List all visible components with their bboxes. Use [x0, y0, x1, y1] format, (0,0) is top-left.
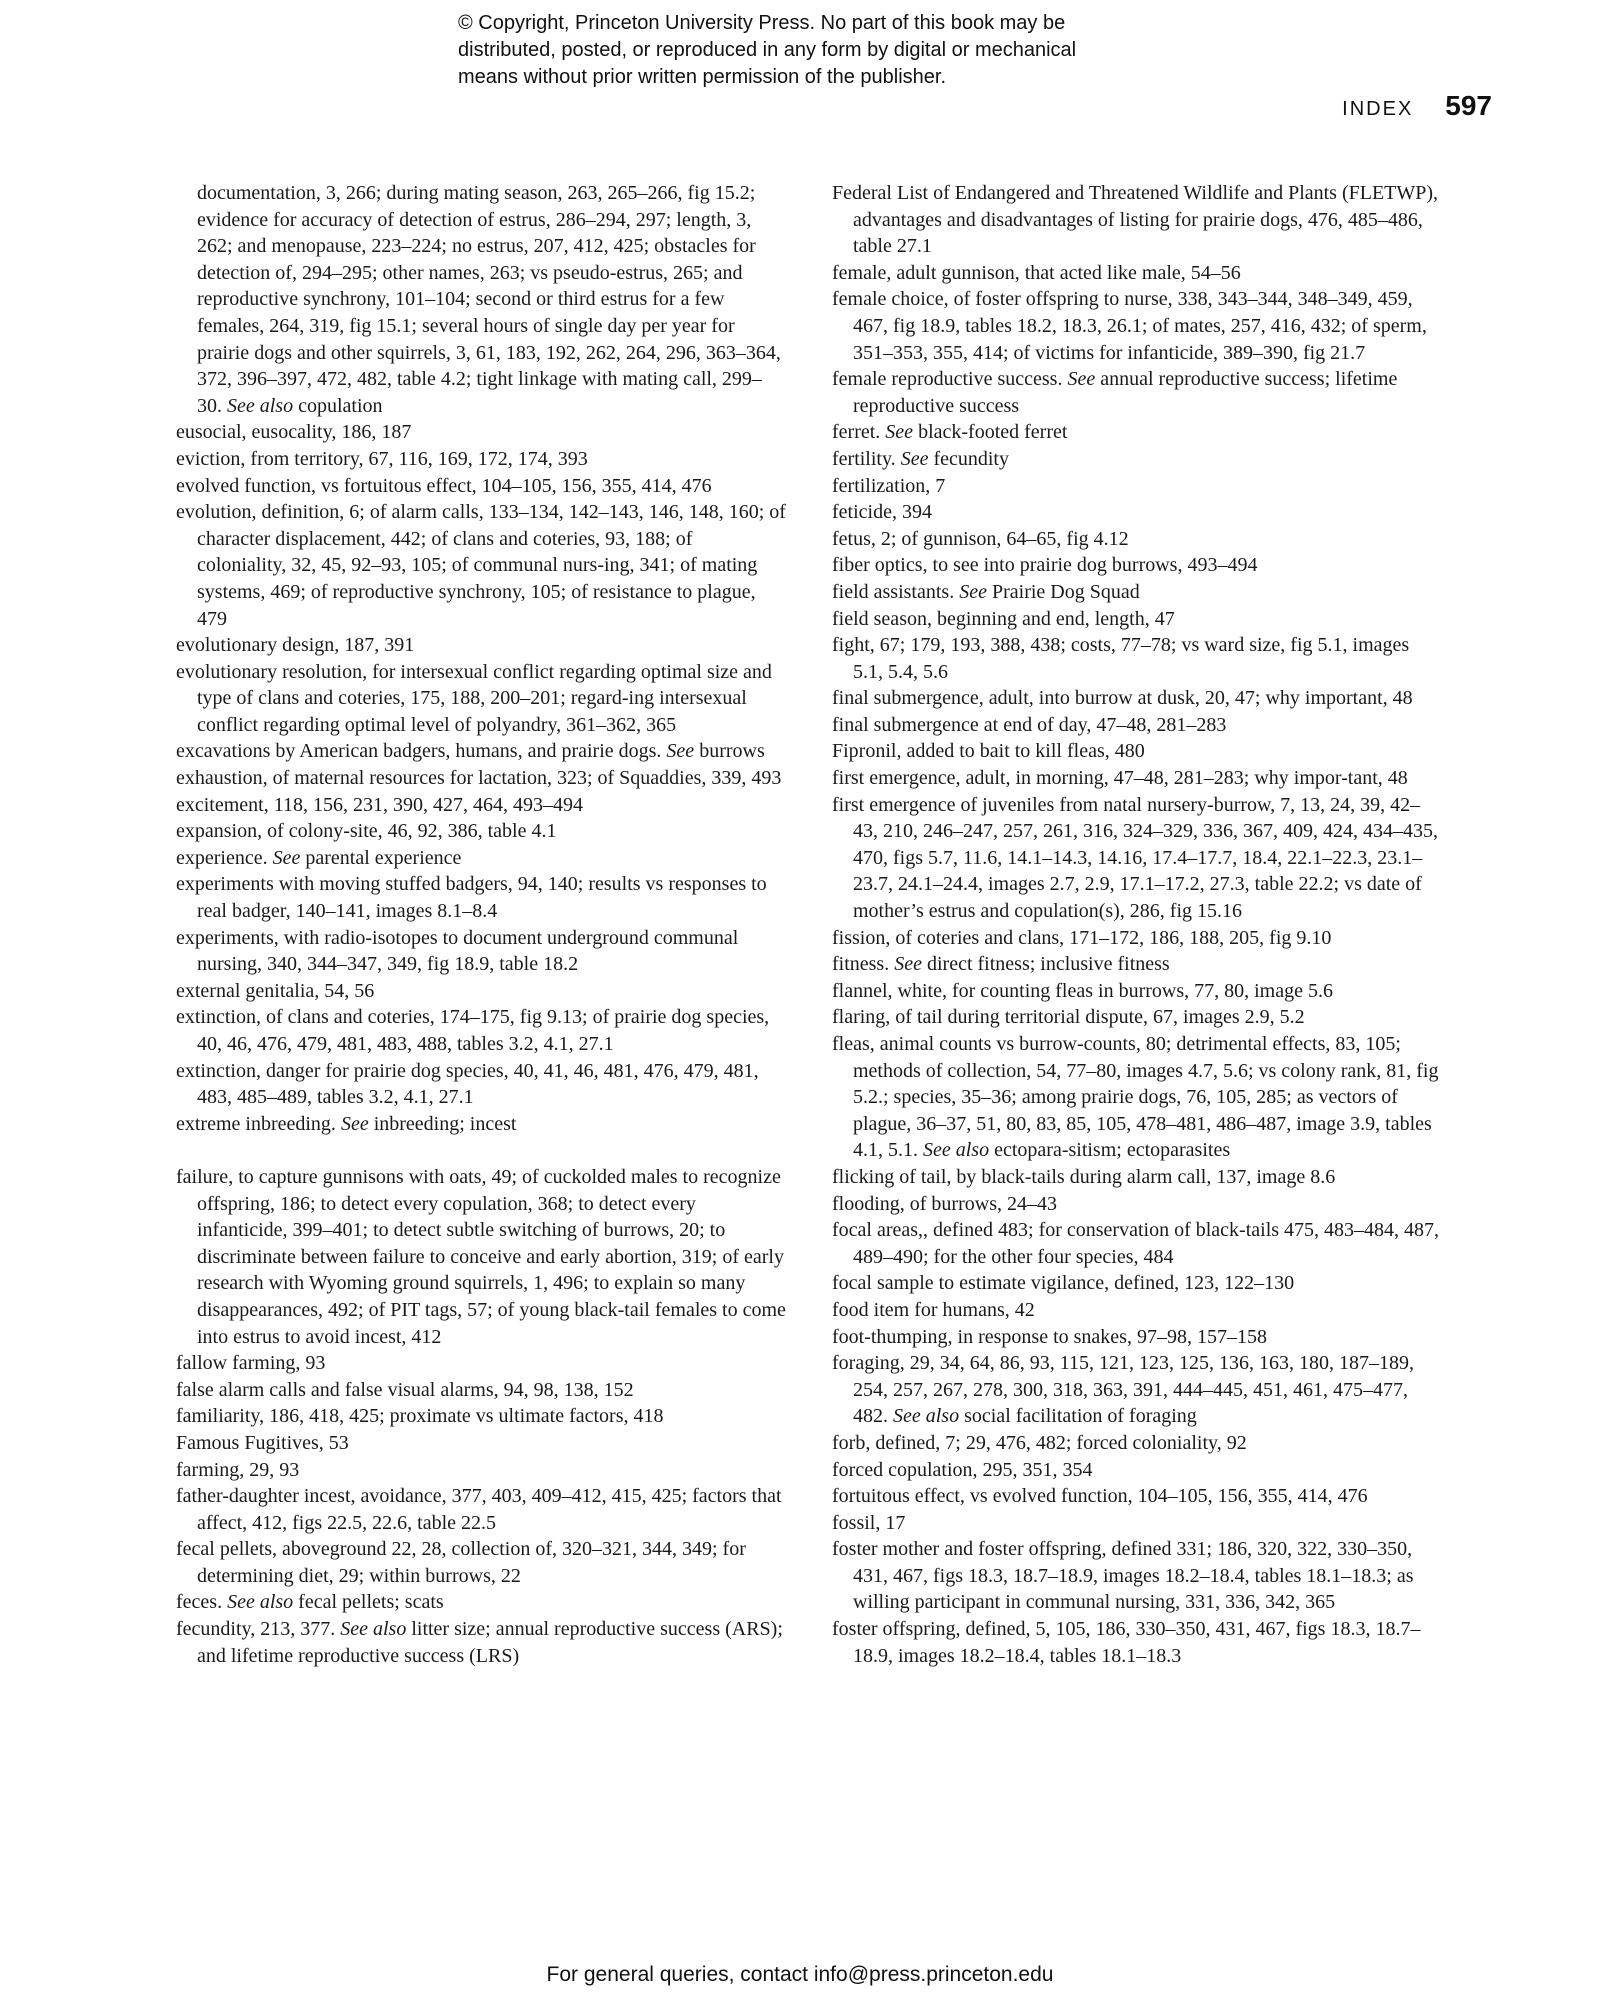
index-entry: evolution, definition, 6; of alarm calls, 133–134, 142–143, 146, 148, 160; of character displacement, 442; of clans and coteries, 93, 188; of coloniality, 32, 45, 92–93, 105; of communal nurs-ing, 341; of mating systems, 469; of reproductive synchrony, 105; of resistance to plague, 479: [176, 501, 786, 630]
index-entry: fossil, 17: [832, 1511, 906, 1534]
index-entry: fleas, animal counts vs burrow-counts, 80; detrimental effects, 83, 105; methods of collection, 54, 77–80, images 4.7, 5.6; vs colony rank, 81, fig 5.2.; species, 35–36; among prairie dogs, 76, 105, 285; as vectors of plague, 36–37, 51, 80, 83, 85, 105, 478–481, 486–487, image 3.9, tables 4.1, 5.1. See also ectopara-sitism; ectoparasites: [832, 1033, 1439, 1162]
index-entry: eviction, from territory, 67, 116, 169, 172, 174, 393: [176, 447, 588, 470]
footer-contact: For general queries, contact info@press.princeton.edu: [546, 1963, 1054, 1986]
index-entry: forb, defined, 7; 29, 476, 482; forced coloniality, 92: [832, 1431, 1247, 1454]
index-entry: failure, to capture gunnisons with oats, 49; of cuckolded males to recognize offspring, 186; to detect every copulation, 368; to detect every infanticide, 399–401; to detect subtle switching of burrows, 20; to discriminate between failure to conceive and early abortion, 319; of early research with Wyoming ground squirrels, 1, 496; to explain so many disappearances, 492; of PIT tags, 57; of young black-tail females to come into estrus to avoid incest, 412: [176, 1165, 786, 1348]
index-entry: foraging, 29, 34, 64, 86, 93, 115, 121, 123, 125, 136, 163, 180, 187–189, 254, 257, 267, 278, 300, 318, 363, 391, 444–445, 451, 461, 475–477, 482. See also social facilitation of foraging: [832, 1352, 1415, 1428]
index-entry: feticide, 394: [832, 501, 932, 524]
index-entry: female choice, of foster offspring to nurse, 338, 343–344, 348–349, 459, 467, fig 18.9, tables 18.2, 18.3, 26.1; of mates, 257, 416, 432; of sperm, 351–353, 355, 414; of victims for infanticide, 389–390, fig 21.7: [832, 288, 1427, 364]
copyright-notice: [458, 10, 1218, 91]
index-entry: food item for humans, 42: [832, 1298, 1035, 1321]
copyright-line: means without prior written permission of the publisher.: [458, 66, 947, 88]
index-entry: excavations by American badgers, humans, and prairie dogs. See burrows: [176, 740, 765, 763]
index-entry: fertilization, 7: [832, 474, 946, 497]
index-entry: field season, beginning and end, length, 47: [832, 607, 1175, 630]
index-entry: flooding, of burrows, 24–43: [832, 1192, 1057, 1215]
index-entry: foot-thumping, in response to snakes, 97–98, 157–158: [832, 1325, 1267, 1348]
index-entry: final submergence, adult, into burrow at dusk, 20, 47; why important, 48: [832, 687, 1413, 710]
index-entry: focal areas,, defined 483; for conservation of black-tails 475, 483–484, 487, 489–490; for the other four species, 484: [832, 1219, 1440, 1268]
index-entry: eusocial, eusocality, 186, 187: [176, 421, 412, 444]
index-entry: familiarity, 186, 418, 425; proximate vs ultimate factors, 418: [176, 1405, 664, 1428]
index-entry: Fipronil, added to bait to kill fleas, 480: [832, 740, 1145, 763]
index-column-right: [832, 180, 1444, 1669]
index-entry: fecal pellets, aboveground 22, 28, collection of, 320–321, 344, 349; for determining diet, 29; within burrows, 22: [176, 1538, 746, 1587]
index-entry: experiments with moving stuffed badgers, 94, 140; results vs responses to real badger, 140–141, images 8.1–8.4: [176, 873, 767, 923]
index-entry: female reproductive success. See annual reproductive success; lifetime reproductive success: [832, 368, 1398, 417]
index-entry: fight, 67; 179, 193, 388, 438; costs, 77–78; vs ward size, fig 5.1, images 5.1, 5.4, 5.6: [832, 634, 1410, 683]
index-entry: farming, 29, 93: [176, 1458, 300, 1481]
index-entry: fortuitous effect, vs evolved function, 104–105, 156, 355, 414, 476: [832, 1485, 1368, 1508]
index-column-left: [176, 180, 786, 1669]
section-label: INDEX: [1342, 98, 1414, 120]
index-entry: female, adult gunnison, that acted like male, 54–56: [832, 261, 1241, 284]
page-number: 597: [1445, 90, 1492, 121]
index-entry: experience. See parental experience: [176, 846, 462, 869]
index-entry: focal sample to estimate vigilance, defined, 123, 122–130: [832, 1272, 1295, 1295]
index-entry: fission, of coteries and clans, 171–172, 186, 188, 205, fig 9.10: [832, 926, 1332, 949]
index-entry: field assistants. See Prairie Dog Squad: [832, 580, 1140, 603]
index-entry: exhaustion, of maternal resources for lactation, 323; of Squaddies, 339, 493: [176, 767, 782, 790]
index-entry: flaring, of tail during territorial dispute, 67, images 2.9, 5.2: [832, 1006, 1305, 1029]
index-entry: extinction, danger for prairie dog species, 40, 41, 46, 481, 476, 479, 481, 483, 485–489, tables 3.2, 4.1, 27.1: [176, 1059, 759, 1109]
index-entry: external genitalia, 54, 56: [176, 979, 375, 1002]
index-entry: fallow farming, 93: [176, 1352, 326, 1375]
index-entry: final submergence at end of day, 47–48, 281–283: [832, 713, 1227, 736]
running-head: [1342, 90, 1492, 122]
index-entry: foster offspring, defined, 5, 105, 186, 330–350, 431, 467, figs 18.3, 18.7–18.9, images 18.2–18.4, tables 18.1–18.3: [832, 1618, 1421, 1667]
index-entry: documentation, 3, 266; during mating season, 263, 265–266, fig 15.2; evidence for accuracy of detection of estrus, 286–294, 297; length, 3, 262; and menopause, 223–224; no estrus, 207, 412, 425; obstacles for detection of, 294–295; other names, 263; vs pseudo-estrus, 265; and reproductive synchrony, 101–104; second or third estrus for a few females, 264, 319, fig 15.1; several hours of single day per year for prairie dogs and other squirrels, 3, 61, 183, 192, 262, 264, 296, 363–364, 372, 396–397, 472, 482, table 4.2; tight linkage with mating call, 299–30. See also copulation: [197, 182, 781, 417]
index-entry: fitness. See direct fitness; inclusive fitness: [832, 953, 1170, 976]
index-entry: extinction, of clans and coteries, 174–175, fig 9.13; of prairie dog species, 40, 46, 476, 479, 481, 483, 488, tables 3.2, 4.1, 27.1: [176, 1006, 770, 1055]
index-entry: Famous Fugitives, 53: [176, 1431, 349, 1454]
index-entry: foster mother and foster offspring, defined 331; 186, 320, 322, 330–350, 431, 467, figs 18.3, 18.7–18.9, images 18.2–18.4, tables 18.1–18.3; as willing participant in communal nursing, 331, 336, 342, 365: [832, 1538, 1414, 1614]
index-entry: feces. See also fecal pellets; scats: [176, 1591, 444, 1614]
index-entry: flicking of tail, by black-tails during alarm call, 137, image 8.6: [832, 1165, 1336, 1188]
index-entry: father-daughter incest, avoidance, 377, 403, 409–412, 415, 425; factors that affect, 412, figs 22.5, 22.6, table 22.5: [176, 1485, 782, 1534]
index-entry: excitement, 118, 156, 231, 390, 427, 464, 493–494: [176, 793, 583, 816]
index-entry: Federal List of Endangered and Threatened Wildlife and Plants (FLETWP), advantages and disadvantages of listing for prairie dogs, 476, 485–486, table 27.1: [832, 182, 1439, 258]
index-entry: flannel, white, for counting fleas in burrows, 77, 80, image 5.6: [832, 979, 1333, 1002]
index-entry: first emergence, adult, in morning, 47–48, 281–283; why impor-tant, 48: [832, 767, 1408, 790]
index-entry: evolved function, vs fortuitous effect, 104–105, 156, 355, 414, 476: [176, 474, 712, 497]
index-entry: fiber optics, to see into prairie dog burrows, 493–494: [832, 554, 1258, 577]
index-entry: fetus, 2; of gunnison, 64–65, fig 4.12: [832, 527, 1129, 550]
index-entry: false alarm calls and false visual alarms, 94, 98, 138, 152: [176, 1378, 634, 1401]
index-entry: extreme inbreeding. See inbreeding; incest: [176, 1112, 517, 1135]
index-entry: fecundity, 213, 377. See also litter size; annual reproductive success (ARS); and lifetime reproductive success (LRS): [176, 1618, 783, 1667]
index-entry: fertility. See fecundity: [832, 447, 1009, 470]
index-entry: ferret. See black-footed ferret: [832, 421, 1068, 444]
index-entry: first emergence of juveniles from natal nursery-burrow, 7, 13, 24, 39, 42–43, 210, 246–247, 257, 261, 316, 324–329, 336, 367, 409, 424, 434–435, 470, figs 5.7, 11.6, 14.1–14.3, 14.16, 17.4–17.7, 18.4, 22.1–22.3, 23.1–23.7, 24.1–24.4, images 2.7, 2.9, 17.1–17.2, 27.3, table 22.2; vs date of mother’s estrus and copulation(s), 286, fig 15.16: [832, 793, 1438, 923]
index-entry: evolutionary design, 187, 391: [176, 634, 415, 657]
copyright-line: © Copyright, Princeton University Press. No part of this book may be: [458, 12, 1066, 34]
index-entry: experiments, with radio-isotopes to document underground communal nursing, 340, 344–347, 349, fig 18.9, table 18.2: [176, 926, 739, 976]
copyright-line: distributed, posted, or reproduced in any form by digital or mechanical: [458, 39, 1077, 61]
index-entry: expansion, of colony-site, 46, 92, 386, table 4.1: [176, 820, 557, 843]
index-entry: evolutionary resolution, for intersexual conflict regarding optimal size and type of clans and coteries, 175, 188, 200–201; regard-ing intersexual conflict regarding optimal level of polyandry, 361–362, 365: [176, 660, 772, 736]
index-entry: forced copulation, 295, 351, 354: [832, 1458, 1093, 1481]
